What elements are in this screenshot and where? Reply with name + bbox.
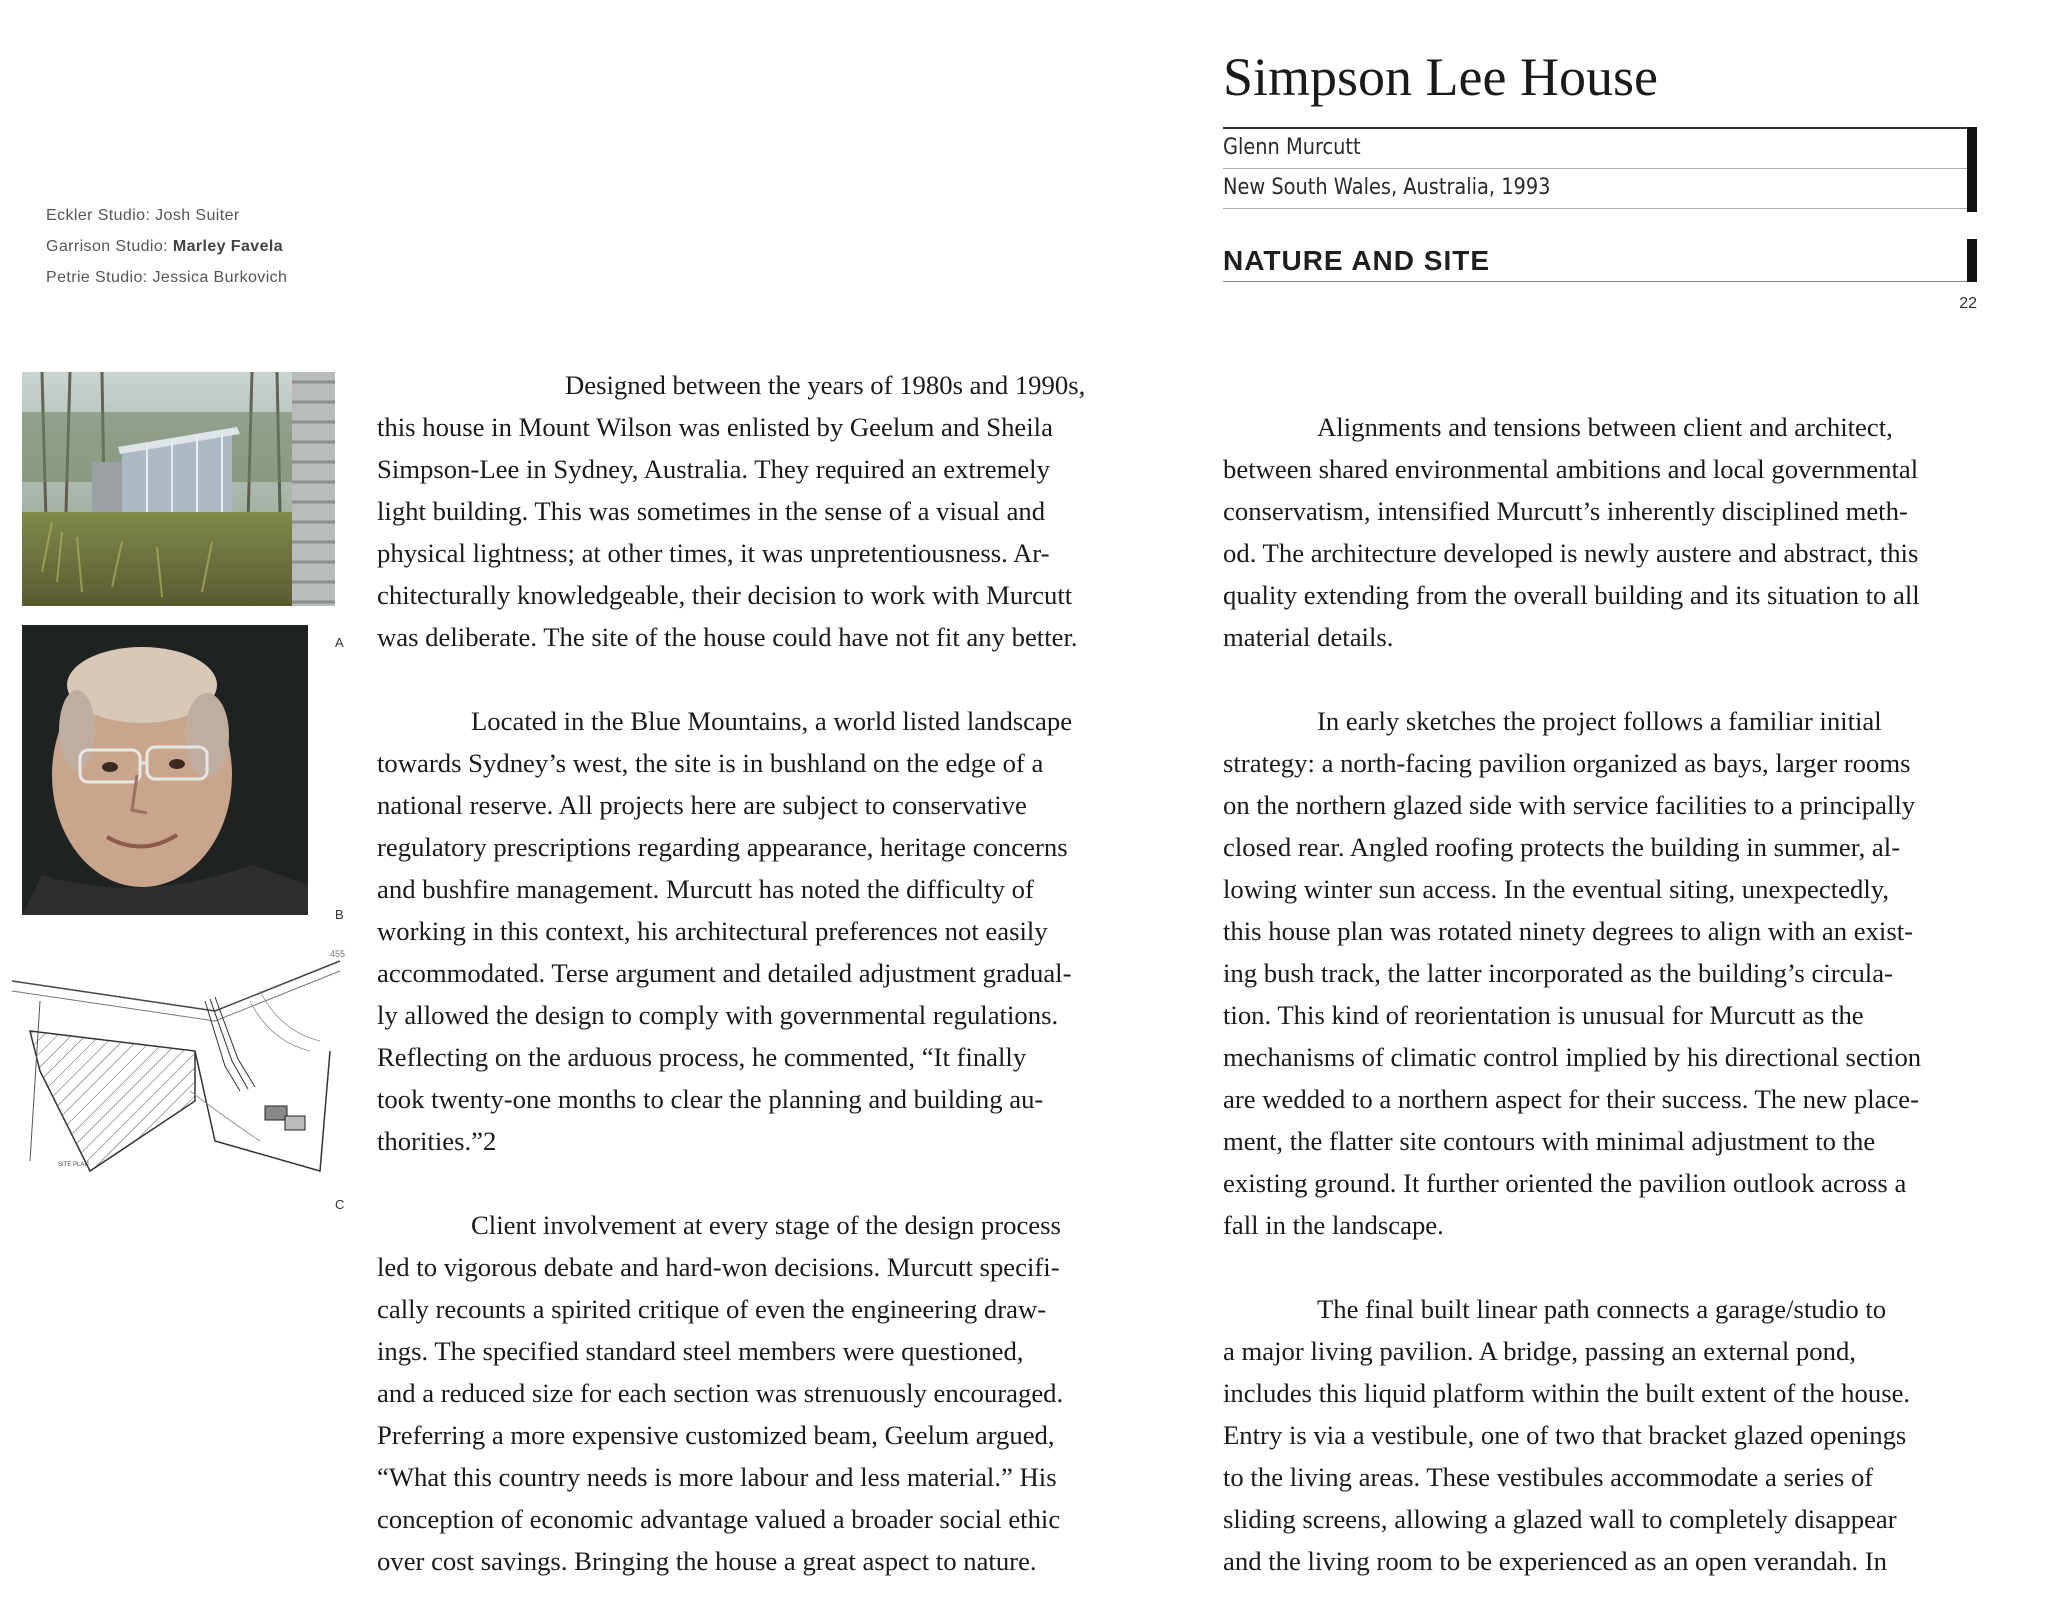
text-line: thorities.”2 bbox=[377, 1126, 497, 1156]
text-line: od. The architecture developed is newly austere and abstract, this bbox=[1223, 538, 1919, 568]
credit-eckler: Eckler Studio: Josh Suiter bbox=[46, 207, 240, 224]
page-number: 22 bbox=[1959, 295, 1977, 312]
text-line: strategy: a north-facing pavilion organized as bays, larger rooms bbox=[1223, 748, 1911, 778]
text-line: Client involvement at every stage of the design process bbox=[471, 1210, 1061, 1240]
text-line: ing bush track, the latter incorporated as the building’s circula- bbox=[1223, 958, 1893, 988]
text-line: Located in the Blue Mountains, a world listed landscape bbox=[471, 706, 1073, 736]
text-line: Entry is via a vestibule, one of two that bracket glazed openings bbox=[1223, 1420, 1907, 1450]
location-row bbox=[1223, 168, 1969, 209]
text-line: between shared environmental ambitions and local governmental bbox=[1223, 454, 1919, 484]
text-line: existing ground. It further oriented the pavilion outlook across a bbox=[1223, 1168, 1907, 1198]
text-line: chitecturally knowledgeable, their decision to work with Murcutt bbox=[377, 580, 1073, 610]
portrait-photo bbox=[22, 625, 308, 915]
text-line: national reserve. All projects here are subject to conservative bbox=[377, 790, 1027, 820]
credit-garrison-name: Marley Favela bbox=[172, 238, 284, 255]
section-accent-bar bbox=[1967, 239, 1977, 282]
text-line: and bushfire management. Murcutt has noted the difficulty of bbox=[377, 874, 1034, 904]
page-title: Simpson Lee House bbox=[1223, 47, 1658, 107]
site-plan-elevation: 455 bbox=[330, 949, 346, 959]
text-line: ly allowed the design to comply with governmental regulations. bbox=[377, 1000, 1059, 1030]
right-text-column bbox=[1223, 406, 1993, 1624]
text-line: quality extending from the overall building and its situation to all bbox=[1223, 580, 1920, 610]
section-heading: NATURE AND SITE bbox=[1223, 243, 1969, 282]
text-line: to the living areas. These vestibules accommodate a series of bbox=[1223, 1462, 1874, 1492]
text-line: mechanisms of climatic control implied by his directional section bbox=[1223, 1042, 1922, 1072]
text-line: sliding screens, allowing a glazed wall to completely disappear bbox=[1223, 1504, 1897, 1534]
location-text: New South Wales, Australia, 1993 bbox=[1223, 175, 1551, 200]
paragraph-1 bbox=[377, 364, 1147, 658]
text-line: and a reduced size for each section was strenuously encouraged. bbox=[377, 1378, 1064, 1408]
text-line: ment, the flatter site contours with minimal adjustment to the bbox=[1223, 1126, 1876, 1156]
paragraph-4 bbox=[1223, 406, 1993, 658]
text-line: Simpson-Lee in Sydney, Australia. They required an extremely bbox=[377, 454, 1050, 484]
text-line: conservatism, intensified Murcutt’s inherently disciplined meth- bbox=[1223, 496, 1908, 526]
text-line: this house in Mount Wilson was enlisted by Geelum and Sheila bbox=[377, 412, 1053, 442]
architect-name: Glenn Murcutt bbox=[1223, 135, 1361, 160]
text-line: accommodated. Terse argument and detailed adjustment gradual- bbox=[377, 958, 1072, 988]
figure-label-b: B bbox=[335, 907, 344, 922]
text-line: The final built linear path connects a garage/studio to bbox=[1317, 1294, 1887, 1324]
architect-row bbox=[1223, 127, 1969, 168]
text-line: took twenty-one months to clear the planning and building au- bbox=[377, 1084, 1044, 1114]
text-line: lowing winter sun access. In the eventual siting, unexpectedly, bbox=[1223, 874, 1890, 904]
text-line: a major living pavilion. A bridge, passing an external pond, bbox=[1223, 1336, 1856, 1366]
text-line: led to vigorous debate and hard-won decisions. Murcutt specifi- bbox=[377, 1252, 1060, 1282]
site-plan-caption: SITE PLAN bbox=[58, 1162, 89, 1168]
paragraph-3 bbox=[377, 1204, 1147, 1582]
text-line: Designed between the years of 1980s and 1990s, bbox=[565, 370, 1086, 400]
text-line: material details. bbox=[1223, 622, 1394, 652]
site-plan-image bbox=[10, 941, 350, 1181]
text-line: In early sketches the project follows a familiar initial bbox=[1317, 706, 1882, 736]
figure-label-c: C bbox=[335, 1197, 345, 1212]
credit-garrison bbox=[46, 231, 287, 262]
site-plan-drawing bbox=[10, 941, 350, 1181]
text-line: includes this liquid platform within the built extent of the house. bbox=[1223, 1378, 1911, 1408]
text-line: fall in the landscape. bbox=[1223, 1210, 1444, 1240]
text-line: tion. This kind of reorientation is unusual for Murcutt as the bbox=[1223, 1000, 1864, 1030]
text-line: regulatory prescriptions regarding appearance, heritage concerns bbox=[377, 832, 1068, 862]
house-photo-image bbox=[22, 372, 335, 606]
paragraph-6 bbox=[1223, 1288, 1993, 1582]
text-line: closed rear. Angled roofing protects the building in summer, al- bbox=[1223, 832, 1901, 862]
text-line: over cost savings. Bringing the house a great aspect to nature. bbox=[377, 1546, 1037, 1576]
text-line: cally recounts a spirited critique of even the engineering draw- bbox=[377, 1294, 1047, 1324]
text-line: towards Sydney’s west, the site is in bushland on the edge of a bbox=[377, 748, 1044, 778]
left-text-column bbox=[377, 364, 1147, 1624]
portrait-photo-image bbox=[22, 625, 308, 915]
text-line: are wedded to a northern aspect for their success. The new place- bbox=[1223, 1084, 1920, 1114]
text-line: physical lightness; at other times, it was unpretentiousness. Ar- bbox=[377, 538, 1050, 568]
text-line: this house plan was rotated ninety degrees to align with an exist- bbox=[1223, 916, 1914, 946]
text-line: and the living room to be experienced as an open verandah. In bbox=[1223, 1546, 1887, 1576]
text-line: was deliberate. The site of the house could have not fit any better. bbox=[377, 622, 1078, 652]
text-line: working in this context, his architectural preferences not easily bbox=[377, 916, 1048, 946]
paragraph-5 bbox=[1223, 700, 1993, 1246]
text-line: light building. This was sometimes in the sense of a visual and bbox=[377, 496, 1046, 526]
credit-petrie: Petrie Studio: Jessica Burkovich bbox=[46, 269, 288, 286]
figure-label-a: A bbox=[335, 635, 344, 650]
text-line: on the northern glazed side with service facilities to a principally bbox=[1223, 790, 1916, 820]
studio-credits bbox=[46, 200, 287, 293]
paragraph-2 bbox=[377, 700, 1147, 1162]
text-line: conception of economic advantage valued a broader social ethic bbox=[377, 1504, 1061, 1534]
credit-garrison-label: Garrison Studio: bbox=[46, 238, 173, 255]
header-accent-bar bbox=[1967, 127, 1977, 212]
text-line: Preferring a more expensive customized beam, Geelum argued, bbox=[377, 1420, 1055, 1450]
text-line: Reflecting on the arduous process, he commented, “It finally bbox=[377, 1042, 1027, 1072]
house-photo bbox=[22, 372, 335, 606]
text-line: “What this country needs is more labour and less material.” His bbox=[377, 1462, 1057, 1492]
text-line: ings. The specified standard steel members were questioned, bbox=[377, 1336, 1024, 1366]
text-line: Alignments and tensions between client and architect, bbox=[1317, 412, 1893, 442]
